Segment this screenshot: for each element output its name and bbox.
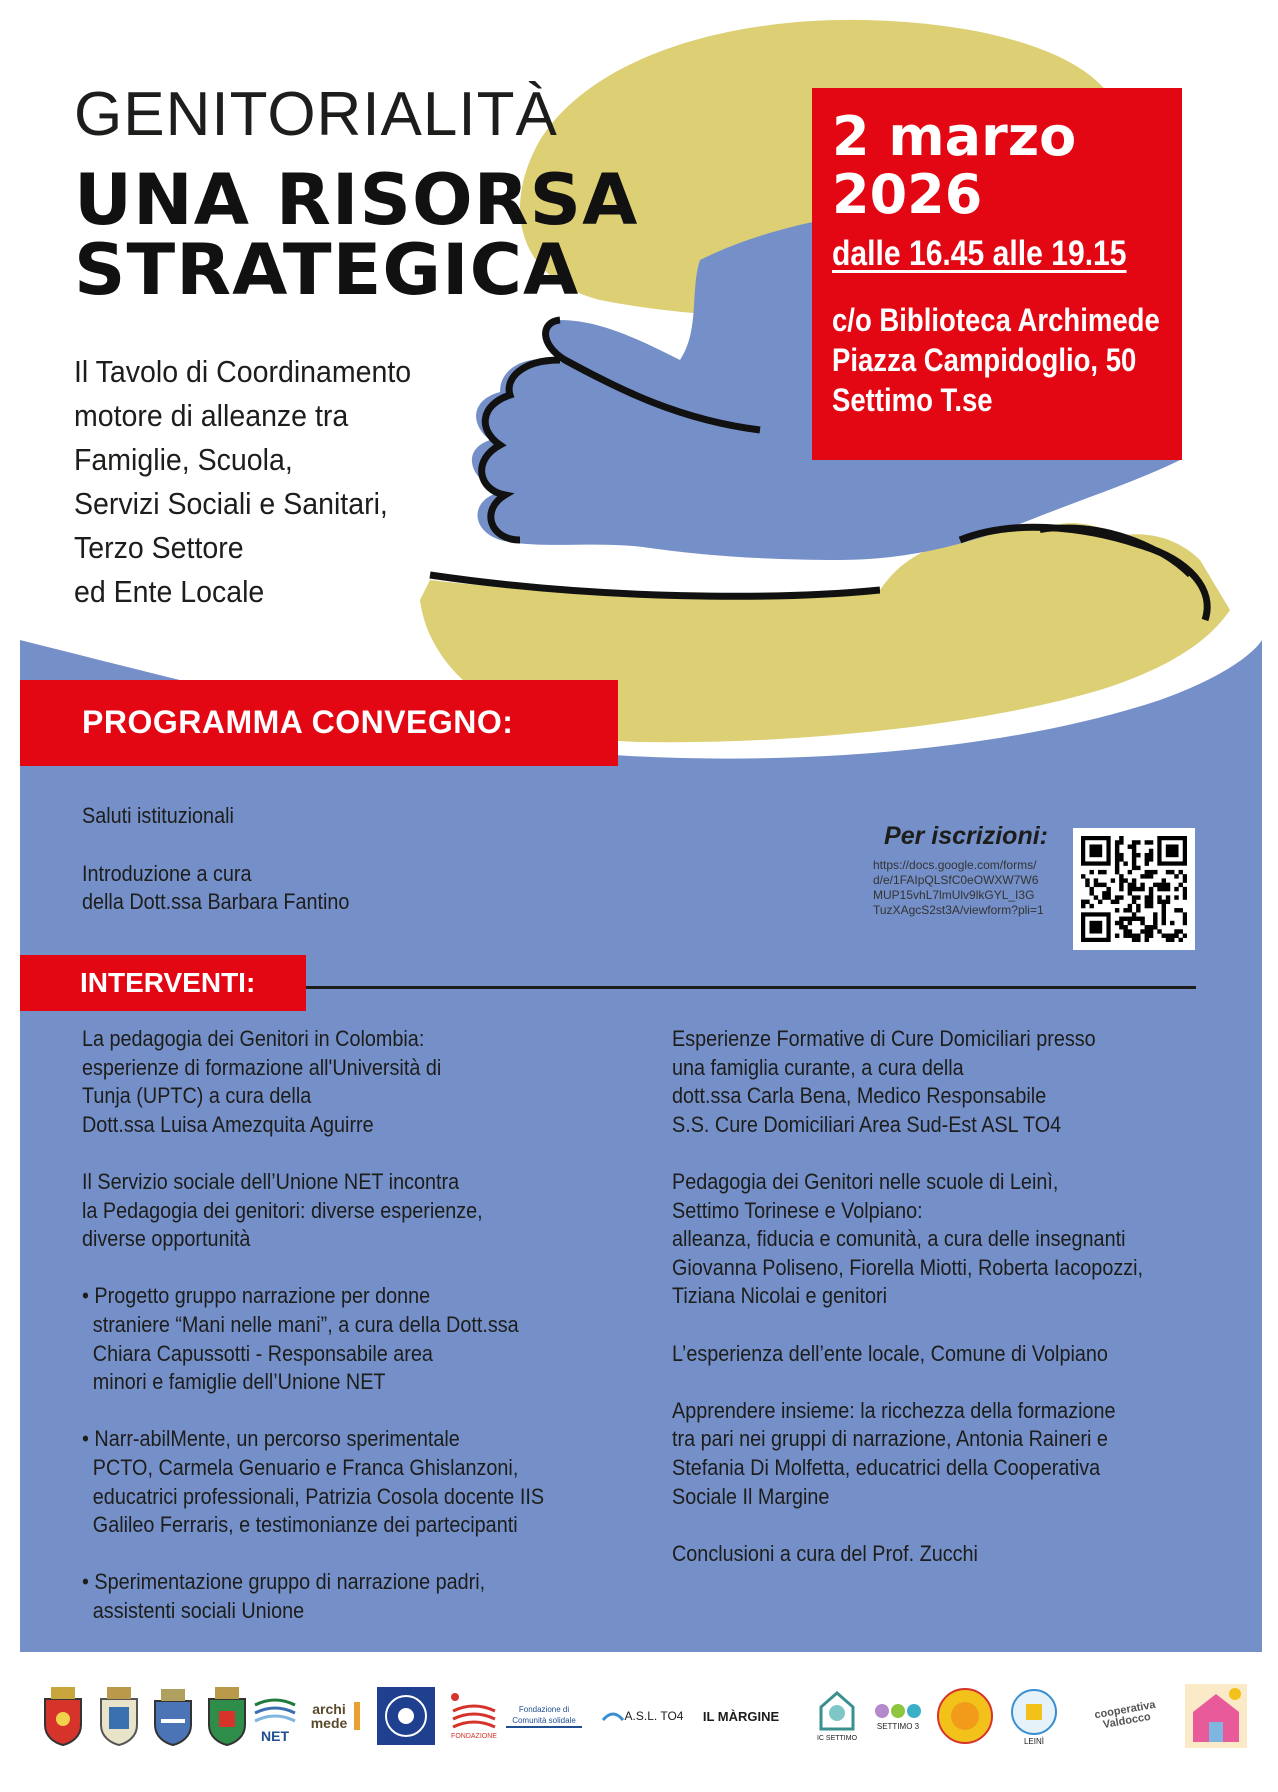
- intervento-line: assistenti sociali Unione: [92, 1597, 305, 1623]
- seal-logo: [376, 1682, 436, 1750]
- subtitle-line: ed Ente Locale: [74, 574, 265, 609]
- interventi-divider: [306, 986, 1196, 989]
- intervento-line: Giovanna Poliseno, Fiorella Miotti, Roberta Iacopozzi,: [672, 1254, 1144, 1280]
- asl-to4-logo: [596, 1682, 688, 1750]
- intervento-item: [82, 1168, 642, 1254]
- subtitle-line: Il Tavolo di Coordinamento: [74, 354, 412, 389]
- intervento-line: Galileo Ferraris, e testimonianze dei partecipanti: [92, 1512, 518, 1538]
- intervento-line: La pedagogia dei Genitori in Colombia:: [82, 1026, 425, 1051]
- event-info-box: [812, 88, 1182, 460]
- archimede-logo-text: archi mede: [308, 1702, 360, 1730]
- intervento-line: la Pedagogia dei genitori: diverse esperienze,: [82, 1197, 483, 1223]
- intervento-item: [82, 1282, 642, 1396]
- intervento-line: Esperienze Formative di Cure Domiciliari presso: [672, 1026, 1096, 1051]
- school-logo-leini: [1002, 1682, 1066, 1750]
- interventi-heading: INTERVENTI:: [80, 967, 256, 998]
- ic-settimo-logo: [812, 1682, 862, 1750]
- intervento-line: PCTO, Carmela Genuario e Franca Ghislanzoni,: [92, 1454, 519, 1480]
- ic-settimo-logo-text: IC SETTIMO: [816, 1734, 858, 1742]
- fondazione-comunita-logo: [506, 1682, 582, 1750]
- interventi-right-column: [672, 1025, 1232, 1597]
- intervento-line: tra pari nei gruppi di narrazione, Antonia Raineri e: [672, 1426, 1108, 1452]
- il-margine-logo: [696, 1682, 786, 1750]
- fondazione-comunita-logo-text: Fondazione di Comunità solidale: [506, 1704, 582, 1728]
- qr-code-graphic: [1081, 836, 1187, 942]
- intervento-line: educatrici professionali, Patrizia Cosola docente IIS: [92, 1483, 545, 1509]
- programma-heading-bar: [20, 680, 618, 766]
- coat-of-arms-logo-3: [148, 1682, 198, 1750]
- archimede-logo: [308, 1682, 360, 1750]
- intervento-line: Apprendere insieme: la ricchezza della formazione: [672, 1397, 1116, 1423]
- net-logo-text: NET: [261, 1727, 289, 1744]
- programma-heading: PROGRAMMA CONVEGNO:: [82, 704, 514, 740]
- title-line-1: GENITORIALITÀ: [74, 80, 558, 149]
- fondazione-ecm-logo: [446, 1682, 502, 1750]
- intervento-item: [672, 1025, 1232, 1139]
- intervento-line: esperienze di formazione all'Università di: [82, 1054, 442, 1080]
- registration-url-line: TuzXAgcS2st3A/viewform?pli=1: [873, 903, 1044, 917]
- fondazione-ecm-logo-text: FONDAZIONE: [451, 1732, 497, 1740]
- intervento-line: Chiara Capussotti - Responsabile area: [92, 1340, 433, 1366]
- programma-item: della Dott.ssa Barbara Fantino: [82, 889, 350, 914]
- intervento-line: Dott.ssa Luisa Amezquita Aguirre: [82, 1111, 374, 1137]
- settimo3-logo: [868, 1682, 928, 1750]
- registration-url-line: MUP15vhL7lmUlv9lkGYL_I3G: [873, 888, 1035, 902]
- intervento-line: Tunja (UPTC) a cura della: [82, 1083, 312, 1109]
- intervento-line: Sociale Il Margine: [672, 1483, 830, 1509]
- intervento-line: diverse opportunità: [82, 1226, 251, 1252]
- intervento-item: [672, 1397, 1232, 1511]
- event-place-line: Settimo T.se: [832, 382, 993, 418]
- coat-of-arms-logo-2: [96, 1682, 142, 1750]
- asl-to4-logo-text: A.S.L. TO4: [624, 1708, 684, 1723]
- intervento-item: [672, 1540, 1232, 1569]
- event-place: [832, 300, 1160, 420]
- event-place-line: c/o Biblioteca Archimede: [832, 302, 1160, 338]
- intervento-line: straniere “Mani nelle mani”, a cura della Dott.ssa: [92, 1311, 519, 1337]
- programma-item: Saluti istituzionali: [82, 803, 234, 828]
- title-line-2: UNA RISORSA: [74, 159, 639, 241]
- intervento-line: Pedagogia dei Genitori nelle scuole di Leinì,: [672, 1168, 1059, 1194]
- interventi-left-column: [82, 1025, 642, 1654]
- partner-logos: [36, 1682, 1246, 1754]
- intervento-line: • Progetto gruppo narrazione per donne: [82, 1283, 431, 1309]
- subtitle-line: Terzo Settore: [74, 530, 244, 565]
- event-date-day: 2 marzo: [832, 105, 1077, 168]
- intervento-line: dott.ssa Carla Bena, Medico Responsabile: [672, 1083, 1047, 1109]
- intervento-line: alleanza, fiducia e comunità, a cura delle insegnanti: [672, 1226, 1126, 1252]
- registration-url[interactable]: [873, 858, 1053, 918]
- settimo3-logo-text: SETTIMO 3: [876, 1721, 920, 1731]
- school-logo-leini-text: LEINÌ: [1023, 1736, 1044, 1746]
- school-logo-yellow: [934, 1682, 996, 1750]
- valdocco-logo-text: cooperativa Valdocco: [1093, 1698, 1157, 1732]
- colorful-house-logo: [1184, 1682, 1248, 1750]
- intervento-item: [82, 1568, 642, 1625]
- title-line-3: STRATEGICA: [74, 229, 580, 311]
- subtitle-line: Servizi Sociali e Sanitari,: [74, 486, 388, 521]
- coat-of-arms-logo-4: [204, 1682, 250, 1750]
- intervento-item: [82, 1425, 642, 1539]
- intervento-line: una famiglia curante, a cura della: [672, 1054, 964, 1080]
- registration-url-line: d/e/1FAIpQLSfC0eOWXW7W6: [873, 873, 1039, 887]
- net-logo: [252, 1682, 298, 1750]
- intervento-line: Tiziana Nicolai e genitori: [672, 1283, 887, 1309]
- subtitle-line: motore di alleanze tra: [74, 398, 349, 433]
- programma-item: Introduzione a cura: [82, 861, 252, 886]
- event-place-line: Piazza Campidoglio, 50: [832, 342, 1137, 378]
- intervento-line: Conclusioni a cura del Prof. Zucchi: [672, 1540, 978, 1566]
- intervento-item: [82, 1025, 642, 1139]
- valdocco-logo: [1076, 1682, 1176, 1750]
- event-time: dalle 16.45 alle 19.15: [832, 234, 1127, 273]
- intervento-line: Il Servizio sociale dell’Unione NET incontra: [82, 1168, 460, 1194]
- subtitle: [74, 350, 460, 614]
- intervento-item: [672, 1168, 1232, 1311]
- coat-of-arms-logo-1: [40, 1682, 86, 1750]
- intervento-item: [672, 1340, 1232, 1369]
- registration-url-line: https://docs.google.com/forms/: [873, 858, 1037, 872]
- intervento-line: S.S. Cure Domiciliari Area Sud-Est ASL TO4: [672, 1111, 1062, 1137]
- intervento-line: Stefania Di Molfetta, educatrici della Cooperativa: [672, 1454, 1101, 1480]
- intervento-line: • Sperimentazione gruppo di narrazione padri,: [82, 1569, 486, 1595]
- event-date-year: 2026: [832, 163, 983, 226]
- qr-code-icon[interactable]: [1073, 828, 1195, 950]
- intervento-line: Settimo Torinese e Volpiano:: [672, 1197, 923, 1223]
- registration-label: Per iscrizioni:: [884, 822, 1048, 850]
- intervento-line: minori e famiglie dell’Unione NET: [92, 1369, 386, 1395]
- intervento-line: L’esperienza dell’ente locale, Comune di Volpiano: [672, 1340, 1108, 1366]
- intervento-line: • Narr-abilMente, un percorso sperimentale: [82, 1426, 460, 1452]
- subtitle-line: Famiglie, Scuola,: [74, 442, 293, 477]
- interventi-heading-bar: [20, 955, 306, 1011]
- il-margine-logo-text: IL MÀRGINE: [702, 1708, 780, 1724]
